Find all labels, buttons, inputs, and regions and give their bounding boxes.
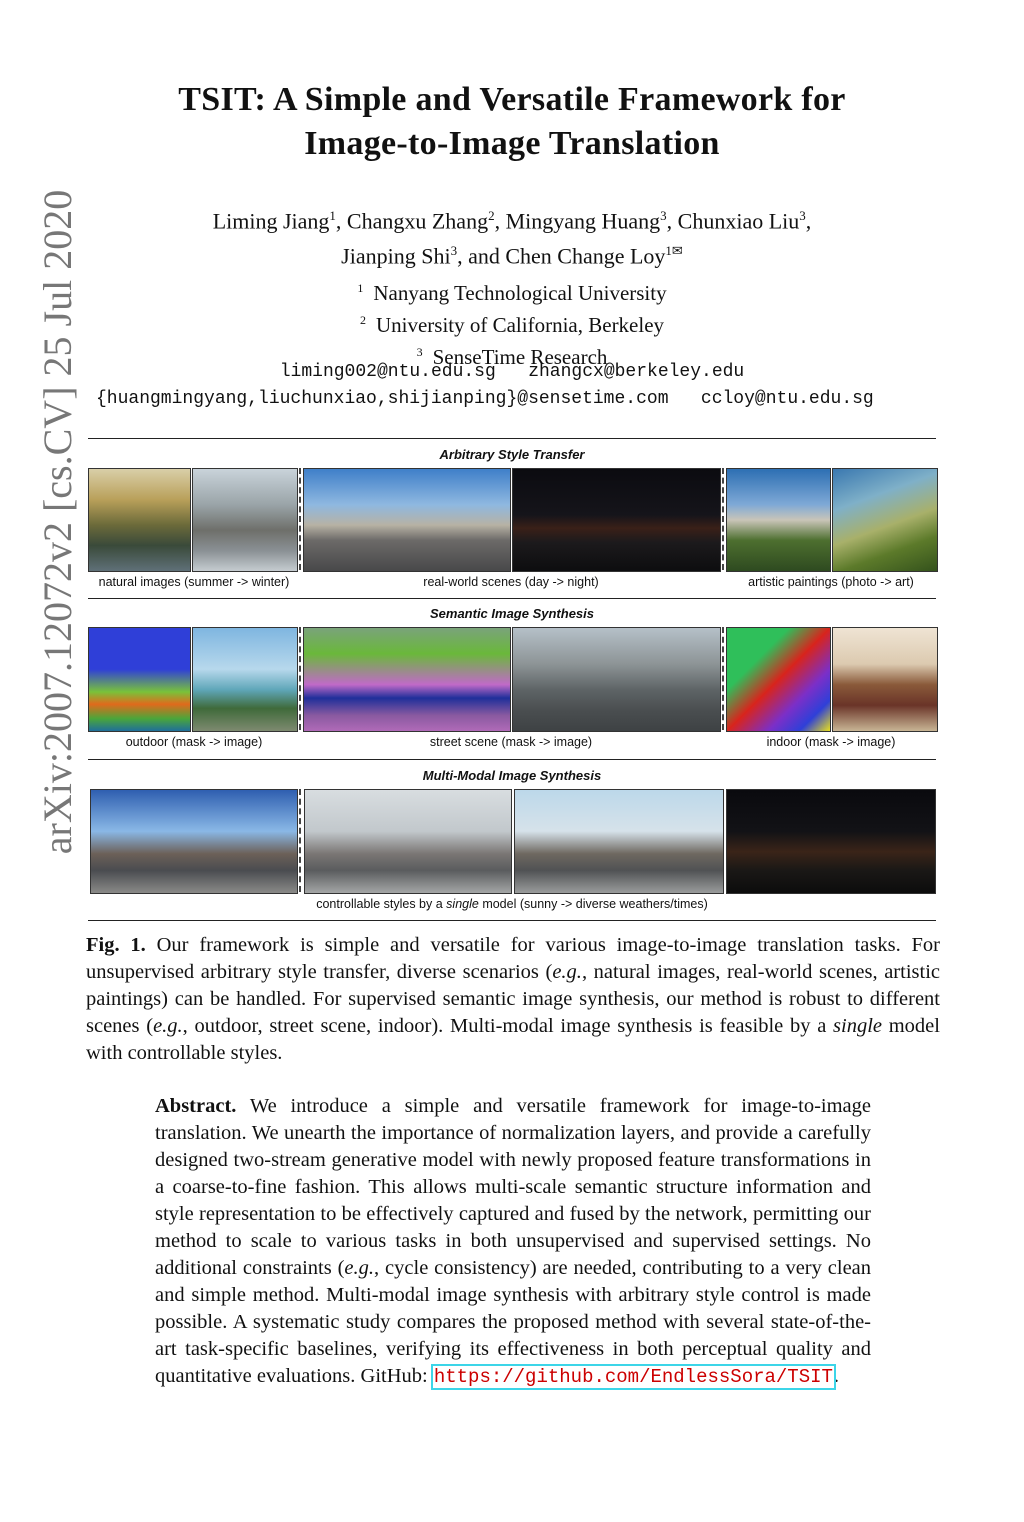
abstract-label: Abstract. [155, 1095, 237, 1117]
photo-multimodal-overcast [514, 789, 724, 894]
photo-church-hill [726, 468, 831, 572]
affiliation-name: SenseTime Research [432, 345, 608, 369]
email-line-1 [0, 359, 1024, 386]
paper-title [0, 78, 1024, 166]
photo-winter-valley [192, 468, 298, 572]
divider-dashed [299, 789, 301, 892]
photo-street-day [303, 468, 511, 572]
divider-dashed [299, 627, 301, 730]
email[interactable]: {huangmingyang,liuchunxiao,shijianping}@sensetime.com [96, 389, 669, 409]
author-affil-mark: 3 [450, 243, 458, 259]
caption-emphasis: single [446, 897, 479, 911]
author-affil-mark: 3 [660, 208, 667, 223]
caption-part: model (sunny -> diverse weathers/times) [478, 897, 708, 911]
panel-caption: indoor (mask -> image) [766, 735, 896, 749]
affiliation [0, 275, 1024, 307]
caption-text: model with controllable styles. [86, 1015, 940, 1064]
caption-part: controllable styles by a [316, 897, 447, 911]
mask-street [303, 627, 511, 732]
mask-indoor [726, 627, 831, 732]
panel-caption: street scene (mask -> image) [429, 735, 593, 749]
title-line-2: Image-to-Image Translation [304, 125, 720, 162]
figure-section-rule [88, 598, 936, 599]
caption-text: Our framework is simple and versatile for various image-to-image translation tasks. For unsupervised arbitrary style transfer, diverse scenarios ( [86, 934, 940, 983]
abstract-text: . [833, 1365, 840, 1387]
author-line-2: Jianping Shi$^3$, and Chen Change Loy$^{1✉}$ [341, 243, 683, 269]
email[interactable]: zhangcx@berkeley.edu [528, 362, 745, 382]
photo-bedroom [832, 627, 938, 732]
figure-top-rule [88, 438, 936, 439]
abstract [155, 1093, 871, 1391]
affiliation-number: 3 [416, 345, 423, 359]
author-name: Liming Jiang [212, 208, 330, 234]
affiliation-name: University of California, Berkeley [375, 313, 665, 337]
caption-emphasis: e.g. [552, 961, 582, 983]
divider-dashed [722, 468, 724, 570]
author-name: Mingyang Huang [505, 208, 661, 234]
abstract-emphasis: e.g. [344, 1257, 375, 1279]
mask-outdoor [88, 627, 191, 732]
abstract-text: , cycle consistency) are needed, contributing to a very clean and simple method. Multi-modal image synthesis with arbitrary style control is made possible. A systematic study compares the proposed method with several state-of-the-art task-specific baselines, verifying its effectiveness in both perceptual quality and quantitative evaluations. GitHub: [155, 1257, 872, 1387]
figure-bottom-rule [88, 920, 936, 921]
email[interactable]: ccloy@ntu.edu.sg [700, 389, 874, 409]
author-name: Jianping Shi [341, 243, 451, 269]
email[interactable]: liming002@ntu.edu.sg [279, 362, 496, 382]
photo-multimodal-night [726, 789, 936, 894]
caption-emphasis: e.g. [153, 1015, 183, 1037]
author-conjunction: and [468, 243, 500, 269]
photo-multimodal-cloudy [304, 789, 512, 894]
author-affil-mark: 3 [799, 208, 806, 223]
affiliation-list [0, 275, 1024, 371]
panel-caption: real-world scenes (day -> night) [423, 575, 599, 589]
divider-dashed [722, 627, 724, 730]
github-link[interactable]: https://github.com/EndlessSora/TSIT [433, 1366, 833, 1388]
author-affil-mark: 1✉ [665, 243, 683, 259]
author-affil-mark: 2 [488, 208, 495, 223]
author-line-1: Liming Jiang$^1$, Changxu Zhang$^2$, Mingyang Huang$^3$, Chunxiao Liu$^3$, [212, 208, 812, 234]
figure-section-title: Semantic Image Synthesis [429, 606, 594, 621]
photo-multimodal-sunny [90, 789, 298, 894]
abstract-text: We introduce a simple and versatile framework for image-to-image translation. We unearth the importance of normalization layers, and provide a carefully designed two-stream generative model with newly proposed feature transformations in a coarse-to-fine fashion. This allows multi-scale semantic structure information and style representation to be effectively captured and fused by the network, permitting our method to scale to various tasks in both unsupervised and supervised settings. No additional constraints ( [155, 1095, 871, 1279]
figure-caption [86, 932, 940, 1067]
title-line-1: TSIT: A Simple and Versatile Framework for [178, 81, 846, 118]
caption-text: , outdoor, street scene, indoor). Multi-modal image synthesis is feasible by a [182, 1015, 834, 1037]
panel-caption: outdoor (mask -> image) [125, 735, 263, 749]
arxiv-stamp: arXiv:2007.12072v2 [cs.CV] 25 Jul 2020 [35, 189, 80, 855]
affiliation-name: Nanyang Technological University [373, 281, 667, 305]
author-affil-mark: 1 [329, 208, 336, 223]
author-name: Chunxiao Liu [677, 208, 800, 234]
affiliation [0, 307, 1024, 339]
painting-church-art [832, 468, 938, 572]
author-name: Chen Change Loy [505, 243, 666, 269]
panel-caption: artistic paintings (photo -> art) [748, 575, 914, 589]
author-list [0, 201, 1024, 272]
figure-section-rule [88, 759, 936, 760]
photo-summer-valley [88, 468, 191, 572]
photo-outdoor-beach [192, 627, 298, 732]
photo-street-synth [512, 627, 721, 732]
panel-caption: natural images (summer -> winter) [98, 575, 290, 589]
panel-caption-multimodal [88, 897, 936, 911]
affiliation-number: 1 [357, 281, 364, 295]
caption-emphasis: single [833, 1015, 882, 1037]
figure-section-title: Multi-Modal Image Synthesis [422, 768, 602, 783]
photo-street-night [512, 468, 721, 572]
caption-text: , natural images, real-world scenes, artistic paintings) can be handled. For supervised semantic image synthesis, our method is robust to different scenes ( [86, 961, 940, 1037]
email-line-2 [96, 386, 936, 413]
figure-label: Fig. 1. [86, 934, 146, 956]
figure-section-title: Arbitrary Style Transfer [439, 447, 585, 462]
affiliation-number: 2 [359, 313, 366, 327]
author-name: Changxu Zhang [346, 208, 489, 234]
divider-dashed [299, 468, 301, 570]
